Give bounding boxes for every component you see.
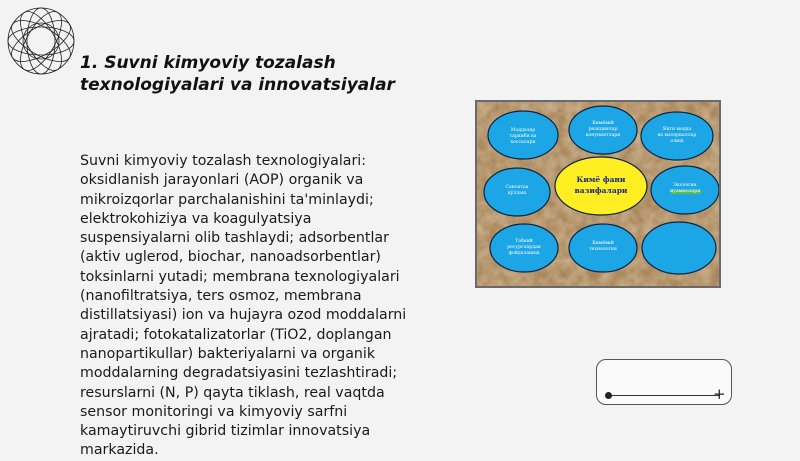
bubble-4-line-1: Саноатда	[505, 185, 529, 190]
bubble-1	[488, 111, 558, 159]
bubble-1-line-3: хоссалари	[510, 140, 536, 145]
bubble-7-line-1: Кимёвий	[592, 241, 614, 246]
slide-title	[80, 52, 440, 96]
bubble-5-line-2: муаммолари	[669, 189, 701, 194]
spirograph-logo	[4, 4, 78, 78]
bubble-6-line-3: фойдаланиш	[508, 251, 540, 256]
timeline-start-dot[interactable]	[605, 392, 612, 399]
bubble-3	[641, 112, 713, 160]
bubble-2-line-3: қонуниятлари	[585, 133, 621, 138]
timeline-track[interactable]	[608, 395, 720, 396]
center-label-line-2: вазифалари	[574, 186, 628, 195]
diagram-bubbles	[484, 106, 719, 274]
bubble-7-line-2: технология	[589, 247, 617, 252]
bubble-7	[569, 224, 637, 272]
chemistry-tasks-diagram	[475, 100, 721, 288]
bubble-4	[484, 168, 550, 216]
timeline-widget[interactable]	[596, 359, 732, 405]
slide-body-text: Suvni kimyoviy tozalash texnologiyalari: oksidlanish jarayonlari (AOP) organik va mikroizqorlar parchalanishini ta'minlaydi; elektrokohiziya va koagulyatsiya suspensiyalarni olib tashlaydi; adsorbentlar (aktiv uglerod, biochar, nanoadsorbentlar) toksinlarni yutadi; membrana texnologiyalari (nanofiltratsiya, ters osmoz, membrana distillatsiyasi) ion va hujayra ozod moddalarni ajratadi; fotokatalizatorlar (TiO2, doplangan nanopartikullar) bakteriyalarni va organik moddalarning degradatsiyasini tezlashtiradi; resurslarni (N, P) qayta tiklash, real vaqtda sensor monitoringi va kimyoviy sarfni kamaytiruvchi gibrid tizimlar innovatsiya markazida.	[80, 153, 407, 459]
bubble-2	[569, 106, 637, 154]
bubble-3-line-1: Янги модда	[662, 127, 692, 132]
bubble-6-line-2: ресурслардан	[507, 245, 541, 250]
center-label-line-1: Кимё фани	[576, 175, 626, 184]
bubble-1-line-2: таркиби ва	[509, 134, 537, 139]
bubble-2-line-1: Кимёвий	[592, 121, 614, 126]
bubble-4-line-2: қўллаш	[507, 191, 527, 196]
slide-title-line-2: texnologiyalari va innovatsiyalar	[80, 75, 395, 95]
bubble-1-line-1: Моддалар	[510, 128, 536, 133]
bubble-6-line-1: Табиий	[515, 239, 533, 244]
bubble-5	[651, 166, 719, 214]
bubble-5-line-1: Экология	[673, 183, 697, 188]
bubble-2-line-2: реакциялар	[588, 127, 618, 132]
bubble-3-line-2: ва материаллар	[657, 133, 697, 138]
diagram-center	[555, 157, 647, 215]
bubble-8	[642, 222, 716, 274]
bubble-6	[490, 224, 558, 272]
bubble-3-line-3: олиш	[670, 139, 684, 144]
plus-icon[interactable]: +	[713, 385, 726, 403]
slide-title-line-1: 1. Suvni kimyoviy tozalash	[80, 53, 336, 73]
